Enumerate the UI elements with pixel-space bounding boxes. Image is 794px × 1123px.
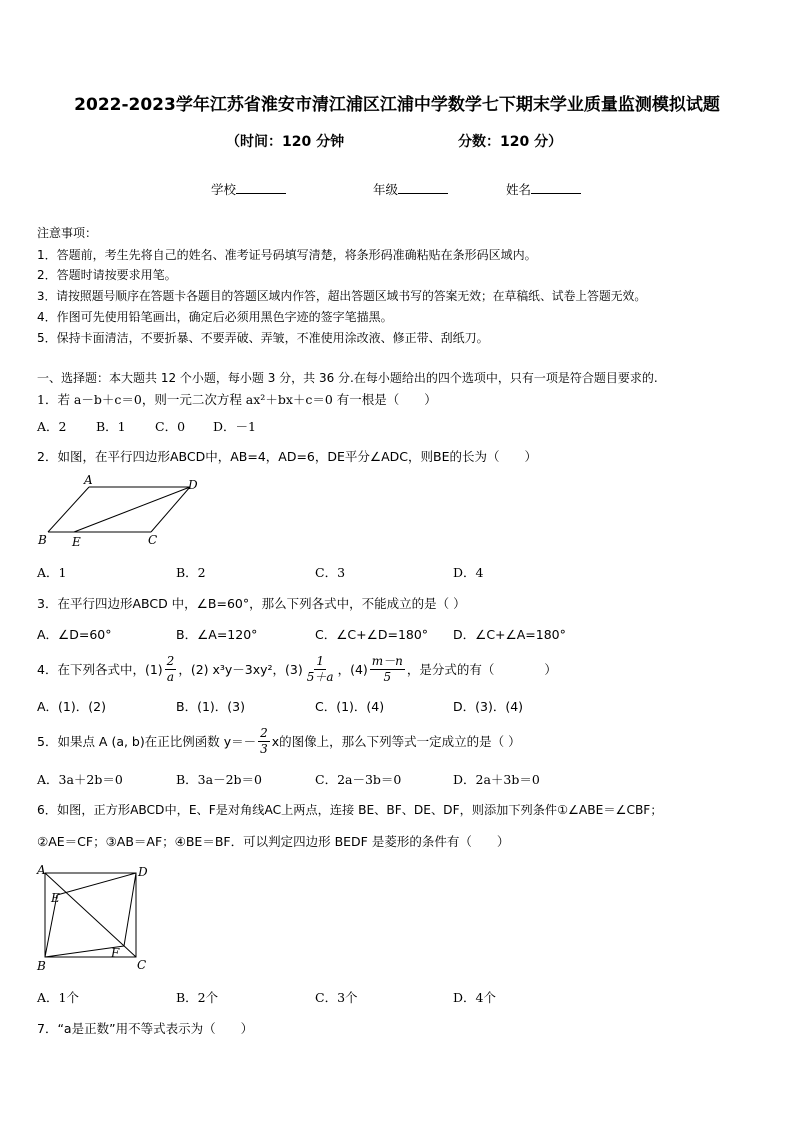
q3-option-c: C．∠C+∠D=180° <box>315 627 429 642</box>
question-6-line-2: ②AE＝CF；③AB＝AF；④BE＝BF．可以判定四边形 BEDF 是菱形的条件有（ ） <box>37 834 510 849</box>
label-c: C <box>137 958 147 972</box>
question-3-stem: 3．在平行四边形ABCD 中，∠B=60°，那么下列各式中，不能成立的是（ ） <box>37 596 466 611</box>
section-heading: 一、选择题：本大题共 12 个小题，每小题 3 分，共 36 分.在每小题给出的四个选项中，只有一项是符合题目要求的. <box>37 371 658 385</box>
exam-score: 分数：120 分） <box>458 134 563 150</box>
q5-f-den: 3 <box>260 741 268 756</box>
q4-f1-num: 2 <box>166 653 175 668</box>
question-6-line-1: 6．如图，正方形ABCD中，E、F是对角线AC上两点，连接 BE、BF、DE、DF，则添加下列条件①∠ABE＝∠CBF； <box>37 803 663 817</box>
label-b: B <box>37 959 46 973</box>
q4-fraction-3 <box>370 654 405 685</box>
q6-option-d: D．4个 <box>453 990 496 1005</box>
side-ba <box>48 487 89 532</box>
q1-option-b: B．1 <box>96 419 126 434</box>
q4-option-a: A．(1)．(2) <box>37 699 106 714</box>
note-item: 1．答题前，考生先将自己的姓名、准考证号码填写清楚，将条形码准确粘贴在条形码区域内。 <box>37 248 537 262</box>
q5-option-c: C．2a－3b＝0 <box>315 772 402 787</box>
q3-option-b: B．∠A=120° <box>176 627 258 642</box>
q4-option-c: C．(1)．(4) <box>315 699 385 714</box>
q4-f3-den: 5 <box>383 669 392 684</box>
q4-fraction-1 <box>165 654 177 685</box>
q1-option-d: D．－1 <box>213 419 256 434</box>
school-field <box>211 180 286 198</box>
label-f: F <box>111 946 120 960</box>
grade-label: 年级 <box>373 182 399 197</box>
note-item: 4．作图可先使用铅笔画出，确定后必须用黑色字迹的签字笔描黑。 <box>37 310 393 324</box>
label-d: D <box>138 865 148 879</box>
question-7-stem: 7．“a是正数”用不等式表示为（ ） <box>37 1021 254 1036</box>
segment-df <box>124 873 136 946</box>
q4-text-1: 4．在下列各式中，(1) <box>37 662 163 677</box>
q2-option-c: C．3 <box>315 565 346 580</box>
q2-option-a: A．1 <box>37 565 67 580</box>
q2-option-d: D．4 <box>453 565 484 580</box>
q5-fraction <box>258 726 270 757</box>
label-e: E <box>51 891 60 905</box>
name-label: 姓名 <box>506 182 532 197</box>
parallelogram-figure <box>34 472 204 550</box>
note-item: 5．保持卡面清洁，不要折暴、不要弄破、弄皱，不准使用涂改液、修正带、刮纸刀。 <box>37 331 489 345</box>
label-a: A <box>84 473 93 487</box>
question-4-stem <box>37 649 557 689</box>
label-e: E <box>72 535 81 549</box>
q5-text-1: 5．如果点 A (a, b)在正比例函数 y＝－ <box>37 734 257 749</box>
school-blank <box>236 181 286 194</box>
q6-option-a: A．1个 <box>37 990 79 1005</box>
label-a: A <box>37 863 46 877</box>
segment-de <box>74 487 190 532</box>
exam-time: （时间：120 分钟 <box>226 134 345 150</box>
label-b: B <box>38 533 47 547</box>
question-5-stem <box>37 721 521 761</box>
q6-option-b: B．2个 <box>176 990 219 1005</box>
q4-f2-den: 5＋a <box>306 669 334 684</box>
grade-field <box>373 180 448 198</box>
q4-f1-den: a <box>166 669 175 684</box>
q5-f-num: 2 <box>260 725 268 740</box>
notes-heading: 注意事项： <box>37 226 98 240</box>
q5-text-2: x的图像上，那么下列等式一定成立的是（ ） <box>271 734 521 749</box>
q4-f3-num: m－n <box>371 653 403 668</box>
school-label: 学校 <box>211 182 237 197</box>
grade-blank <box>398 181 448 194</box>
q3-option-d: D．∠C+∠A=180° <box>453 627 566 642</box>
q4-text-3: ，(4) <box>337 662 368 677</box>
square-figure <box>34 862 154 974</box>
q6-option-c: C．3个 <box>315 990 358 1005</box>
segment-de <box>57 873 136 895</box>
q4-text-2: ，(2) x³y－3xy²，(3) <box>178 662 303 677</box>
note-item: 3．请按照题号顺序在答题卡各题目的答题区域内作答，超出答题区域书写的答案无效；在草稿纸、试卷上答题无效。 <box>37 289 647 303</box>
side-dc <box>151 487 190 532</box>
question-1-stem: 1．若 a－b＋c＝0，则一元二次方程 ax²＋bx＋c＝0 有一根是（ ） <box>37 392 437 407</box>
name-field <box>506 180 581 198</box>
q5-option-d: D．2a＋3b＝0 <box>453 772 540 787</box>
q1-option-a: A．2 <box>37 419 67 434</box>
q4-text-4: ，是分式的有（ ） <box>406 662 557 677</box>
q3-option-a: A．∠D=60° <box>37 627 112 642</box>
q4-fraction-2 <box>305 654 336 685</box>
q1-option-c: C．0 <box>155 419 186 434</box>
question-2-stem: 2．如图，在平行四边形ABCD中，AB=4，AD=6，DE平分∠ADC，则BE的长为（ ） <box>37 449 537 464</box>
note-item: 2．答题时请按要求用笔。 <box>37 268 177 282</box>
q2-option-b: B．2 <box>176 565 206 580</box>
label-d: D <box>188 478 198 492</box>
name-blank <box>531 181 581 194</box>
page-title: 2022-2023学年江苏省淮安市清江浦区江浦中学数学七下期末学业质量监测模拟试题 <box>74 95 720 115</box>
q5-option-b: B．3a－2b＝0 <box>176 772 262 787</box>
q5-option-a: A．3a＋2b＝0 <box>37 772 123 787</box>
q4-option-b: B．(1)．(3) <box>176 699 245 714</box>
label-c: C <box>148 533 158 547</box>
q4-option-d: D．(3)．(4) <box>453 699 524 714</box>
q4-f2-num: 1 <box>316 653 324 668</box>
